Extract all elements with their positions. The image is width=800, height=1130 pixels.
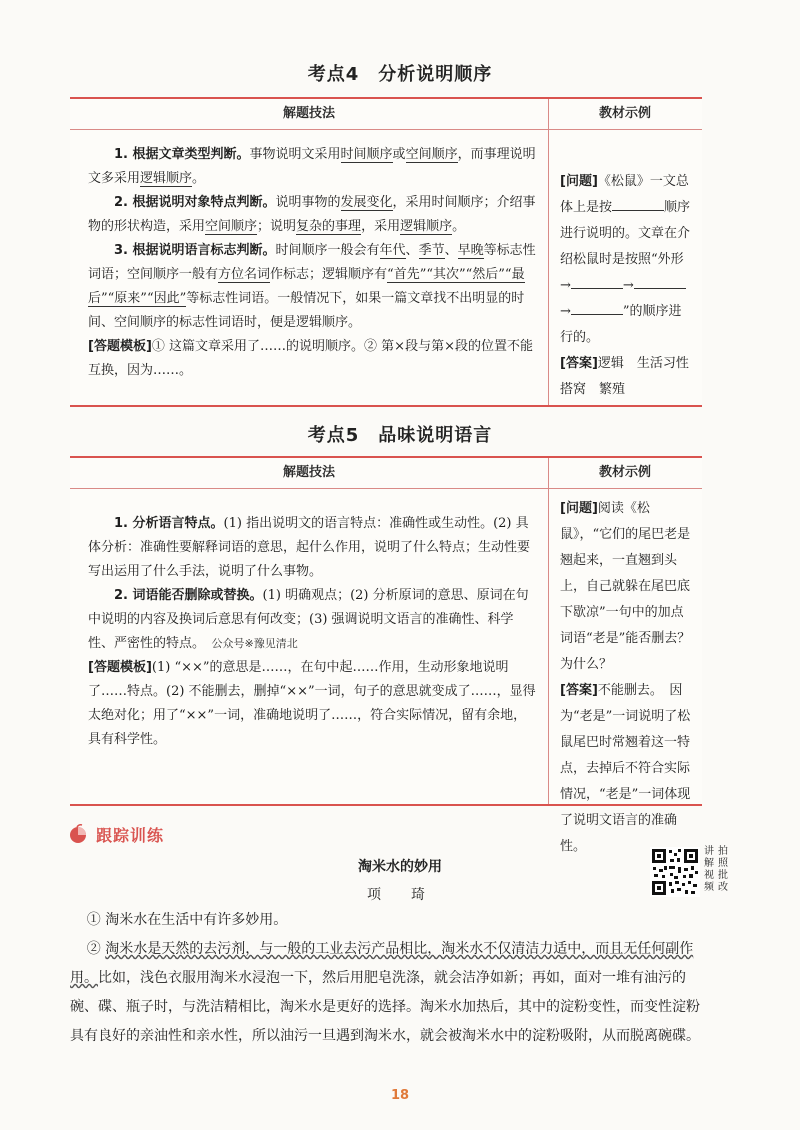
qr-caption [704, 846, 734, 894]
qr-caption-col: 讲解视频 [704, 846, 714, 893]
article-title: 淘米水的妙用 [358, 859, 442, 875]
technique-p2: 2. 词语能否删除或替换。(1) 明确观点；(2) 分析原词的意思、原词在句中说明的内容及换词后意思有何改变；(3) 强调说明文语言的准确性、科学性、严密性的特点。 公众号※豫见清北 [88, 588, 529, 651]
article-body [70, 906, 706, 1051]
column-divider [548, 458, 549, 804]
header-divider [70, 488, 702, 489]
column-divider [548, 99, 549, 405]
section-5-title: 考点5 品味说明语言 [307, 425, 493, 446]
example-question: [ 问题 ] 《松鼠》一文总体上是按 顺序进行说明的。文章在介绍松鼠时是按照“外形→ →→ ”的顺序进行的。 [560, 169, 694, 351]
answer-blank [612, 196, 664, 211]
answer-blank [571, 274, 623, 289]
tracking-training-header [68, 822, 164, 846]
header-divider [70, 129, 702, 130]
answer-template: [ 答题模板 ] (1) “××”的意思是……，在句中起……作用，生动形象地说明了……特点。(2) 不能删去，删掉“××”一词，句子的意思就变成了……，显得太绝对化；用了“××”一词，准确地说明了……，符合实际情况，留有余地，具有科学性。 [88, 656, 536, 752]
section-4-table [70, 97, 702, 407]
article-author: 项 琦 [367, 887, 433, 903]
example-question: [ 问题 ] 阅读《松鼠》，“它们的尾巴老是翘起来，一直翘到头上，自己就躲在尾巴底下歇凉”一句中的加点词语“老是”能否删去？为什么？ [560, 496, 694, 678]
page-number: 18 [390, 1088, 410, 1103]
technique-p3: 3. 根据说明语言标志判断。时间顺序一般会有年代、季节、早晚等标志性词语；空间顺序一般有方位名词作标志；逻辑顺序有“首先”“其次”“然后”“最后”“原来”“因此”等标志性词语。一般情况下，如果一篇文章找不出明显的时间、空间顺序的标志性词语时，便是逻辑顺序。 [88, 243, 536, 330]
col-head-technique: 解题技法 [282, 465, 335, 480]
qr-caption-col: 拍照批改 [718, 846, 728, 893]
col-head-example: 教材示例 [598, 106, 651, 121]
qr-code[interactable] [650, 847, 700, 897]
technique-text [88, 512, 536, 752]
example-text [560, 496, 694, 860]
watermark: 公众号※豫见清北 [211, 637, 298, 650]
technique-p1: 1. 分析语言特点。(1) 指出说明文的语言特点：准确性或生动性。(2) 具体分析：准确性要解释词语的意思，起什么作用，说明了什么特点；生动性要写出运用了什么手法，说明了什么事物。 [88, 516, 531, 579]
col-head-example: 教材示例 [598, 465, 651, 480]
apple-icon [68, 824, 88, 844]
technique-p1: 1. 根据文章类型判断。事物说明文采用时间顺序或空间顺序，而事理说明文多采用逻辑顺序。 [88, 147, 536, 186]
answer-blank [571, 300, 623, 315]
answer-blank [634, 274, 686, 289]
technique-p2: 2. 根据说明对象特点判断。说明事物的发展变化，采用时间顺序；介绍事物的形状构造，采用空间顺序；说明复杂的事理，采用逻辑顺序。 [88, 195, 536, 234]
section-4-title: 考点4 分析说明顺序 [307, 64, 493, 85]
technique-text [88, 143, 536, 383]
answer-template: [ 答题模板 ] ① 这篇文章采用了……的说明顺序。② 第×段与第×段的位置不能互换，因为……。 [88, 335, 536, 383]
example-answer: [ 答案 ] 不能删去。 因为“老是”一词说明了松鼠尾巴时常翘着这一特点，去掉后不符合实际情况，“老是”一词体现了说明文语言的准确性。 [560, 678, 694, 860]
example-answer: [ 答案 ] 逻辑 生活习性 搭窝 繁殖 [560, 351, 694, 403]
tracking-training-label: 跟踪训练 [96, 825, 165, 845]
article-paragraph: ② 淘米水是天然的去污剂，与一般的工业去污产品相比，淘米水不仅清洁力适中，而且无任何副作用。比如，浅色衣服用淘米水浸泡一下，然后用肥皂洗涤，就会洁净如新；再如，面对一堆有油污的碗、碟、瓶子时，与洗洁精相比，淘米水是更好的选择。淘米水加热后，其中的淀粉变性，而变性淀粉具有良好的亲油性和亲水性，所以油污一旦遇到淘米水，就会被淘米水中的淀粉吸附，从而脱离碗碟。 [70, 941, 700, 1044]
article-paragraph: ① 淘米水在生活中有许多妙用。 [86, 912, 288, 928]
example-text [560, 169, 702, 403]
col-head-technique: 解题技法 [282, 106, 335, 121]
